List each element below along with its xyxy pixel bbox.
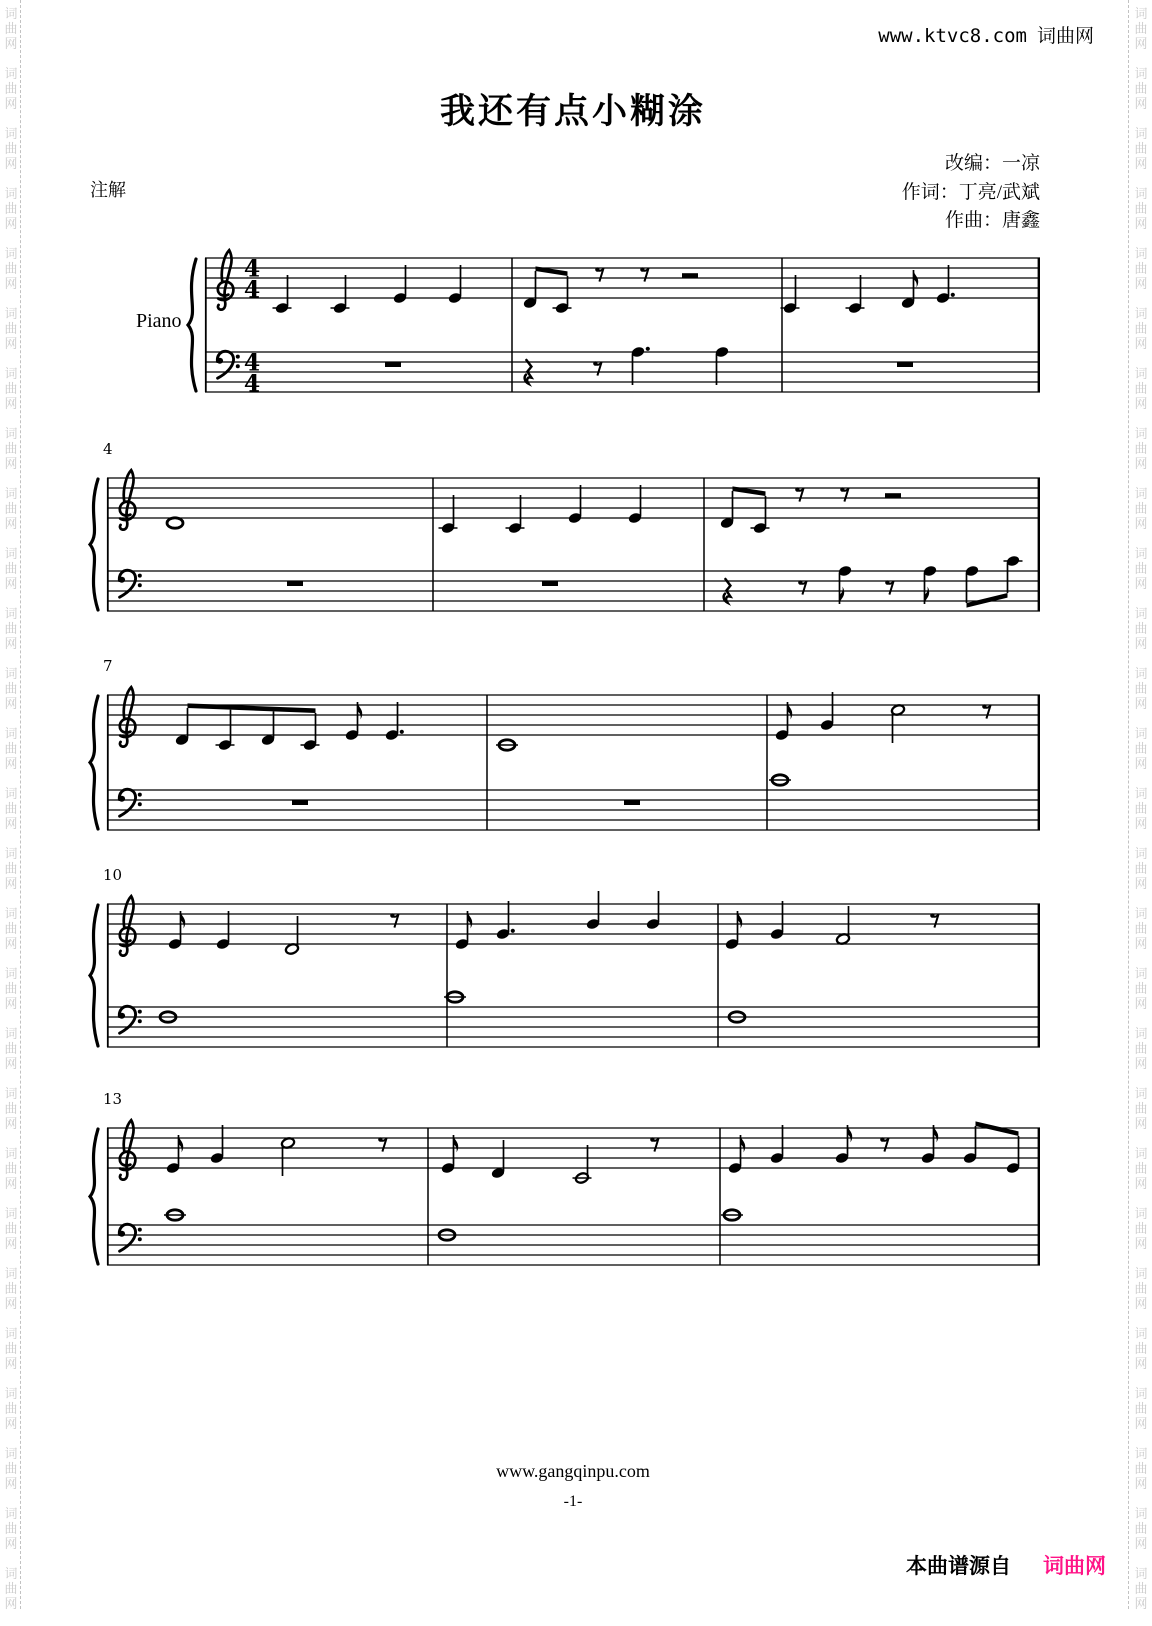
watermark-char: 曲 (1134, 801, 1148, 816)
watermark-char: 词 (1134, 966, 1148, 981)
watermark-char: 词 (1134, 1026, 1148, 1041)
bass-clef-icon (119, 570, 135, 597)
watermark-char: 网 (4, 696, 18, 711)
watermark-char: 网 (1134, 1416, 1148, 1431)
watermark-char: 词 (1134, 846, 1148, 861)
header-url: www.ktvc8.com (878, 25, 1027, 47)
watermark-char: 网 (1134, 276, 1148, 291)
watermark-char: 网 (1134, 1116, 1148, 1131)
time-signature: 4 (243, 369, 261, 398)
watermark-char: 曲 (1134, 1341, 1148, 1356)
whole-rest (292, 800, 308, 805)
watermark-char: 网 (1134, 1176, 1148, 1191)
watermark-char: 曲 (1134, 201, 1148, 216)
credit-lyricist: 作词：丁亮/武斌 (901, 181, 1040, 203)
footer-url: www.gangqinpu.com (496, 1461, 650, 1481)
watermark-char: 网 (4, 576, 18, 591)
watermark-char: 曲 (1134, 1101, 1148, 1116)
treble-clef-icon (120, 687, 136, 746)
watermark-char: 网 (1134, 816, 1148, 831)
watermark-char: 词 (4, 1206, 18, 1221)
watermark-char: 词 (1134, 1386, 1148, 1401)
watermark-char: 曲 (4, 1041, 18, 1056)
watermark-char: 词 (4, 246, 18, 261)
eighth-rest (597, 268, 604, 282)
watermark-char: 网 (4, 996, 18, 1011)
watermark-char: 词 (1134, 1446, 1148, 1461)
watermark-char: 曲 (4, 1281, 18, 1296)
augmentation-dot (400, 730, 404, 734)
watermark-char: 网 (4, 1056, 18, 1071)
watermark-char: 词 (4, 666, 18, 681)
treble-clef-icon (120, 1120, 136, 1179)
bass-clef-icon (138, 793, 142, 797)
whole-rest (897, 362, 913, 367)
watermark-char: 网 (1134, 456, 1148, 471)
watermark-char: 曲 (1134, 501, 1148, 516)
watermark-char: 曲 (1134, 1281, 1148, 1296)
watermark-char: 网 (4, 36, 18, 51)
measure-number: 10 (103, 866, 123, 884)
watermark-char: 网 (4, 456, 18, 471)
watermark-char: 曲 (1134, 381, 1148, 396)
eighth-rest (887, 581, 894, 595)
source-site-name: 词曲网 (1043, 1555, 1106, 1578)
watermark-char: 网 (1134, 1296, 1148, 1311)
bass-clef-icon (236, 364, 240, 368)
watermark-char: 网 (4, 156, 18, 171)
watermark-char: 曲 (1134, 861, 1148, 876)
watermark-char: 曲 (1134, 141, 1148, 156)
watermark-char: 网 (4, 1236, 18, 1251)
watermark-char: 词 (4, 1566, 18, 1581)
watermark-char: 词 (4, 366, 18, 381)
watermark-char: 词 (1134, 66, 1148, 81)
beam (976, 1121, 1019, 1136)
watermark-char: 曲 (4, 621, 18, 636)
watermark-char: 曲 (1134, 81, 1148, 96)
bass-clef-icon (138, 1237, 142, 1241)
watermark-char: 曲 (4, 1521, 18, 1536)
watermark-char: 曲 (1134, 1221, 1148, 1236)
watermark-char: 曲 (4, 501, 18, 516)
whole-rest (385, 362, 401, 367)
whole-rest (542, 581, 558, 586)
watermark-char: 网 (1134, 1536, 1148, 1551)
watermark-char: 词 (1134, 906, 1148, 921)
whole-rest (624, 800, 640, 805)
watermark-char: 曲 (1134, 921, 1148, 936)
watermark-char: 网 (1134, 1056, 1148, 1071)
watermark-char: 网 (4, 216, 18, 231)
treble-clef-icon (120, 896, 136, 955)
watermark-char: 网 (1134, 636, 1148, 651)
bass-clef-icon (119, 1224, 135, 1251)
watermark-char: 网 (1134, 96, 1148, 111)
watermark-char: 词 (1134, 306, 1148, 321)
eighth-rest (595, 362, 602, 376)
watermark-char: 词 (4, 486, 18, 501)
watermark-char: 网 (1134, 1356, 1148, 1371)
watermark-char: 词 (1134, 486, 1148, 501)
measure-number: 7 (103, 657, 113, 675)
watermark-char: 词 (4, 1146, 18, 1161)
watermark-char: 词 (4, 726, 18, 741)
watermark-char: 词 (4, 1506, 18, 1521)
bass-clef-icon (119, 1231, 126, 1237)
watermark-char: 网 (1134, 156, 1148, 171)
watermark-char: 曲 (4, 201, 18, 216)
watermark-char: 曲 (1134, 561, 1148, 576)
watermark-char: 词 (1134, 246, 1148, 261)
watermark-char: 曲 (1134, 621, 1148, 636)
watermark-char: 词 (4, 306, 18, 321)
watermark-char: 曲 (1134, 1521, 1148, 1536)
watermark-char: 曲 (4, 741, 18, 756)
augmentation-dot (646, 347, 650, 351)
watermark-char: 曲 (1134, 741, 1148, 756)
system-brace (90, 479, 98, 610)
watermark-char: 网 (4, 1356, 18, 1371)
watermark-char: 曲 (1134, 321, 1148, 336)
whole-note (167, 518, 183, 528)
watermark-char: 网 (4, 1476, 18, 1491)
watermark-char: 网 (4, 276, 18, 291)
watermark-char: 曲 (1134, 1041, 1148, 1056)
eighth-rest (392, 914, 399, 928)
bass-clef-icon (138, 1019, 142, 1023)
watermark-char: 曲 (1134, 1161, 1148, 1176)
time-signature: 4 (243, 254, 261, 283)
watermark-char: 曲 (4, 1401, 18, 1416)
watermark-char: 曲 (4, 1101, 18, 1116)
bass-clef-icon (119, 796, 126, 802)
watermark-char: 词 (1134, 6, 1148, 21)
watermark-char: 词 (1134, 666, 1148, 681)
watermark-char: 词 (4, 1026, 18, 1041)
song-title: 我还有点小糊涂 (439, 92, 706, 131)
watermark-char: 曲 (1134, 441, 1148, 456)
eighth-rest (797, 488, 804, 502)
bass-clef-icon (119, 1006, 135, 1033)
watermark-char: 词 (1134, 126, 1148, 141)
watermark-char: 曲 (1134, 681, 1148, 696)
watermark-char: 词 (4, 906, 18, 921)
measure-number: 4 (103, 440, 113, 458)
page-number: -1- (563, 1493, 583, 1510)
whole-rest (287, 581, 303, 586)
watermark-char: 词 (4, 786, 18, 801)
bass-clef-icon (119, 577, 126, 583)
eighth-rest (800, 581, 807, 595)
watermark-char: 曲 (4, 21, 18, 36)
watermark-char: 网 (1134, 1596, 1148, 1611)
watermark-char: 词 (4, 66, 18, 81)
watermark-char: 网 (4, 1536, 18, 1551)
watermark-char: 网 (4, 876, 18, 891)
watermark-char: 词 (1134, 1506, 1148, 1521)
watermark-char: 网 (4, 636, 18, 651)
eighth-rest (882, 1138, 889, 1152)
watermark-char: 曲 (1134, 1581, 1148, 1596)
watermark-char: 网 (1134, 936, 1148, 951)
half-rest (682, 273, 698, 278)
watermark-char: 词 (1134, 1206, 1148, 1221)
source-attribution (906, 1550, 1106, 1580)
treble-clef-icon (120, 470, 136, 529)
watermark-char: 词 (4, 426, 18, 441)
treble-clef-icon (218, 250, 234, 309)
watermark-char: 网 (1134, 576, 1148, 591)
watermark-char: 网 (4, 396, 18, 411)
watermark-char: 网 (4, 516, 18, 531)
watermark-char: 词 (1134, 726, 1148, 741)
watermark-char: 曲 (1134, 981, 1148, 996)
watermark-char: 曲 (4, 1161, 18, 1176)
watermark-char: 网 (1134, 1236, 1148, 1251)
eighth-rest (842, 488, 849, 502)
watermark-char: 网 (4, 1116, 18, 1131)
watermark-char: 曲 (4, 441, 18, 456)
watermark-char: 曲 (1134, 21, 1148, 36)
bass-clef-icon (119, 1013, 126, 1019)
watermark-char: 词 (1134, 1266, 1148, 1281)
time-signature: 4 (243, 348, 261, 377)
watermark-char: 曲 (1134, 261, 1148, 276)
watermark-char: 词 (4, 846, 18, 861)
watermark-char: 词 (4, 546, 18, 561)
watermark-char: 曲 (4, 1221, 18, 1236)
watermark-char: 曲 (4, 681, 18, 696)
watermark-char: 曲 (1134, 1461, 1148, 1476)
watermark-char: 曲 (4, 561, 18, 576)
watermark-char: 曲 (4, 321, 18, 336)
bass-clef-icon (138, 802, 142, 806)
watermark-char: 词 (1134, 186, 1148, 201)
bass-clef-icon (138, 1010, 142, 1014)
watermark-char: 曲 (4, 861, 18, 876)
watermark-char: 曲 (4, 801, 18, 816)
watermark-char: 词 (4, 1326, 18, 1341)
watermark-gap (1133, 1611, 1149, 1626)
watermark-char: 词 (1134, 1326, 1148, 1341)
watermark-char: 词 (1134, 1086, 1148, 1101)
watermark-char: 网 (1134, 336, 1148, 351)
watermark-char: 网 (1134, 756, 1148, 771)
watermark-char: 曲 (1134, 1401, 1148, 1416)
system-brace (90, 696, 98, 829)
watermark-char: 词 (4, 966, 18, 981)
watermark-char: 网 (4, 96, 18, 111)
watermark-char: 网 (4, 936, 18, 951)
eighth-rest (380, 1138, 387, 1152)
credit-arranger: 改编：一凉 (944, 153, 1040, 174)
watermark-char: 网 (1134, 216, 1148, 231)
watermark-char: 网 (4, 1296, 18, 1311)
watermark-char: 网 (1134, 36, 1148, 51)
beam (967, 593, 1008, 608)
bass-clef-icon (217, 358, 224, 364)
watermark-char: 曲 (4, 1461, 18, 1476)
watermark-char: 网 (1134, 876, 1148, 891)
bass-clef-icon (138, 1228, 142, 1232)
watermark-char: 网 (1134, 696, 1148, 711)
credit-composer: 作曲：唐鑫 (944, 210, 1040, 231)
watermark-char: 曲 (4, 141, 18, 156)
augmentation-dot (511, 929, 515, 933)
watermark-char: 网 (4, 816, 18, 831)
bass-clef-icon (236, 355, 240, 359)
system-brace (90, 905, 98, 1046)
source-prefix: 本曲谱源自 (906, 1555, 1011, 1578)
watermark-char: 网 (4, 1416, 18, 1431)
bass-clef-icon (119, 789, 135, 816)
eighth-rest (652, 1138, 659, 1152)
watermark-char: 网 (1134, 396, 1148, 411)
measure-number: 13 (103, 1090, 123, 1108)
watermark-char: 词 (4, 6, 18, 21)
watermark-char: 词 (1134, 786, 1148, 801)
watermark-char: 词 (4, 126, 18, 141)
watermark-char: 曲 (4, 921, 18, 936)
eighth-rest (642, 268, 649, 282)
augmentation-dot (951, 293, 955, 297)
watermark-char: 网 (1134, 1476, 1148, 1491)
watermark-char: 词 (1134, 606, 1148, 621)
watermark-char: 词 (1134, 366, 1148, 381)
watermark-char: 网 (4, 1596, 18, 1611)
bass-clef-icon (217, 351, 233, 378)
half-rest (885, 493, 901, 498)
watermark-char: 词 (4, 1446, 18, 1461)
watermark-gap (3, 1611, 19, 1626)
annotation-label: 注解 (90, 180, 126, 200)
watermark-char: 词 (4, 606, 18, 621)
watermark-char: 词 (1134, 426, 1148, 441)
system-brace (90, 1129, 98, 1264)
system-brace (188, 259, 196, 391)
watermark-char: 网 (4, 336, 18, 351)
watermark-char: 词 (4, 1266, 18, 1281)
watermark-char: 曲 (4, 1341, 18, 1356)
watermark-char: 曲 (4, 261, 18, 276)
watermark-char: 曲 (4, 81, 18, 96)
watermark-char: 曲 (4, 381, 18, 396)
bass-clef-icon (138, 583, 142, 587)
time-signature: 4 (243, 275, 261, 304)
instrument-label: Piano (136, 310, 182, 332)
watermark-char: 词 (4, 1386, 18, 1401)
watermark-char: 曲 (4, 1581, 18, 1596)
eighth-rest (984, 705, 991, 719)
watermark-char: 网 (1134, 996, 1148, 1011)
watermark-char: 词 (1134, 1566, 1148, 1581)
eighth-rest (932, 914, 939, 928)
watermark-char: 曲 (4, 981, 18, 996)
watermark-char: 词 (4, 186, 18, 201)
watermark-char: 词 (1134, 546, 1148, 561)
watermark-char: 网 (1134, 516, 1148, 531)
bass-clef-icon (138, 574, 142, 578)
watermark-char: 网 (4, 1176, 18, 1191)
watermark-char: 词 (4, 1086, 18, 1101)
watermark-char: 网 (4, 756, 18, 771)
watermark-char: 词 (1134, 1146, 1148, 1161)
header-site-name: 词曲网 (1036, 26, 1094, 47)
